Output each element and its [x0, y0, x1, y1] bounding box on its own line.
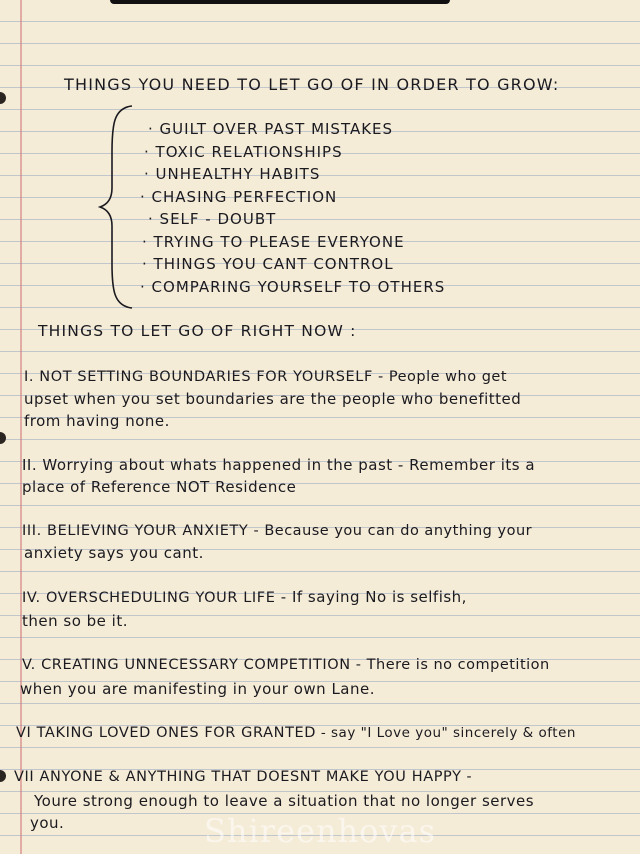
- item-title: VI TAKING LOVED ONES FOR GRANTED: [16, 725, 317, 741]
- item-text: - Remember its a: [392, 456, 536, 474]
- item-text: upset when you set boundaries are the people who benefitted: [24, 390, 522, 408]
- grow-list: [140, 118, 445, 298]
- curly-brace: [98, 104, 138, 310]
- item-text: - There is no competition: [350, 657, 550, 673]
- item-text: -: [461, 769, 473, 785]
- item-title: II. Worrying about whats happened in the past: [22, 456, 393, 474]
- list-item: [16, 722, 576, 744]
- item-text: Youre strong enough to leave a situation that no longer serves: [34, 792, 535, 810]
- list-item: · TOXIC RELATIONSHIPS: [140, 141, 445, 164]
- list-item: · THINGS YOU CANT CONTROL: [140, 253, 445, 276]
- list-item: [24, 366, 507, 388]
- item-text: - People who get: [372, 369, 508, 385]
- list-item: · TRYING TO PLEASE EVERYONE: [140, 231, 445, 254]
- item-title: IV. OVERSCHEDULING YOUR LIFE: [22, 590, 276, 606]
- item-text: - say "I Love you" sincerely & often: [316, 725, 576, 741]
- list-item: [14, 766, 472, 788]
- item-title: VII ANYONE & ANYTHING THAT DOESNT MAKE YOU HAPPY: [14, 769, 462, 785]
- item-text: place of Reference NOT Residence: [22, 478, 297, 496]
- watermark: Shireenhovas: [204, 812, 436, 850]
- binder-hole: [0, 770, 6, 782]
- item-text: - If saying No is selfish,: [275, 588, 467, 606]
- list-item: · SELF - DOUBT: [140, 208, 445, 231]
- item-title: III. BELIEVING YOUR ANXIETY: [22, 523, 249, 539]
- list-item: [22, 654, 550, 676]
- item-text: you.: [30, 814, 65, 832]
- item-title: I. NOT SETTING BOUNDARIES FOR YOURSELF: [24, 369, 373, 385]
- item-text: from having none.: [24, 412, 170, 430]
- item-text: when you are manifesting in your own Lane.: [20, 680, 375, 698]
- item-text: then so be it.: [22, 612, 128, 630]
- list-item: [22, 454, 535, 476]
- list-item: · GUILT OVER PAST MISTAKES: [140, 118, 445, 141]
- item-title: V. CREATING UNNECESSARY COMPETITION: [22, 657, 351, 673]
- list-item: [22, 586, 467, 609]
- subheading: THINGS TO LET GO OF RIGHT NOW :: [38, 322, 357, 340]
- item-text: anxiety says you cant.: [24, 544, 204, 562]
- binder-hole: [0, 432, 6, 444]
- list-item: · UNHEALTHY HABITS: [140, 163, 445, 186]
- page-top-edge: [110, 0, 450, 4]
- list-item: · CHASING PERFECTION: [140, 186, 445, 209]
- item-text: - Because you can do anything your: [248, 523, 533, 539]
- binder-hole: [0, 92, 6, 104]
- list-item: [22, 520, 532, 542]
- list-item: · COMPARING YOURSELF TO OTHERS: [140, 276, 445, 299]
- page-heading: THINGS YOU NEED TO LET GO OF IN ORDER TO GROW:: [64, 75, 560, 94]
